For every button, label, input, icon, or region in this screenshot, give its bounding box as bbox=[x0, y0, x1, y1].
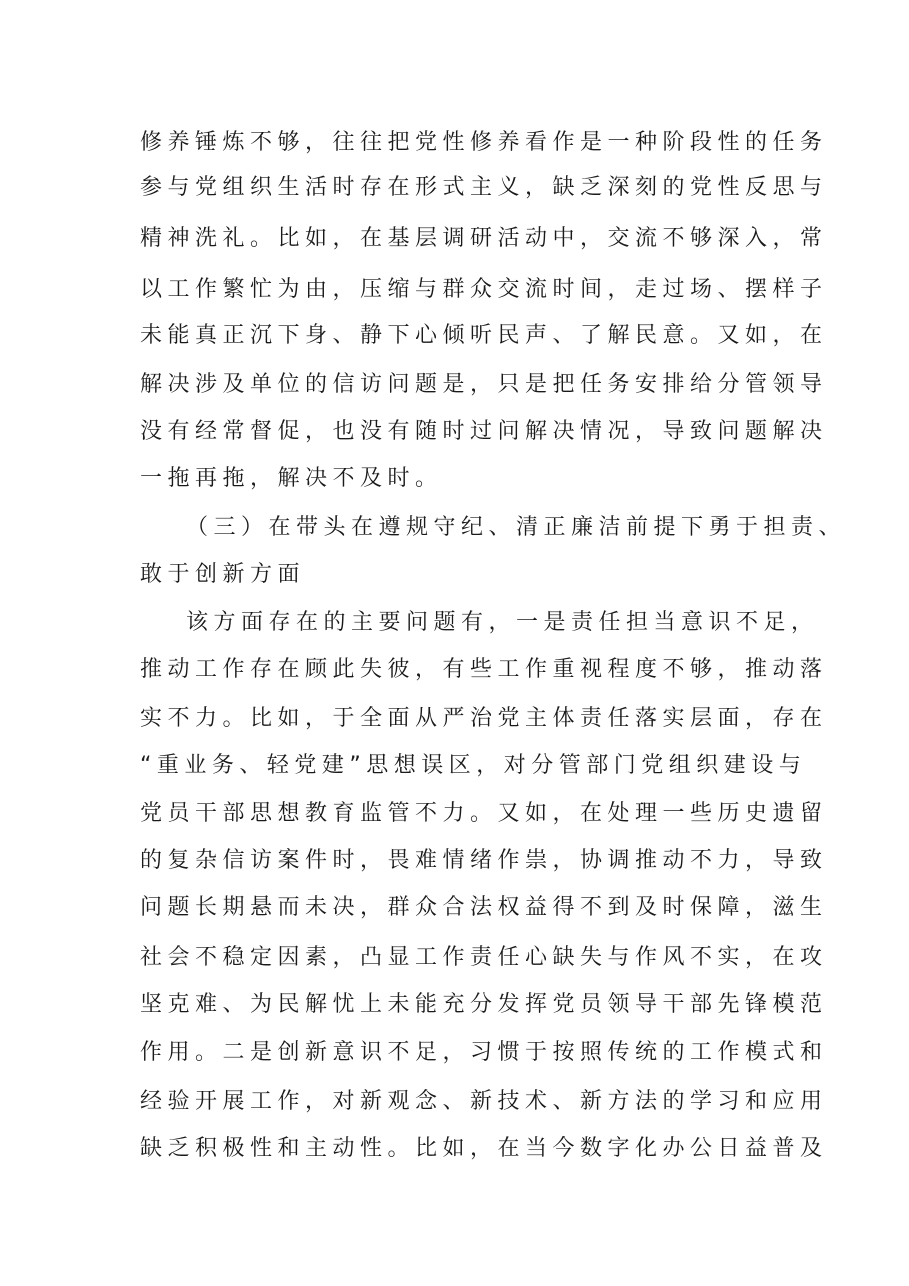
text-line: 一拖再拖，解决不及时。 bbox=[140, 466, 443, 491]
text-line: 实不力。比如，于全面从严治党主体责任落实层面，存在 bbox=[140, 706, 828, 731]
text-line: 修养锤炼不够，往往把党性修养看作是一种阶段性的任务 bbox=[140, 130, 828, 155]
text-line: 以工作繁忙为由，压缩与群众交流时间，走过场、摆样子 bbox=[140, 277, 828, 302]
text-line: 解决涉及单位的信访问题是，只是把任务安排给分管领导 bbox=[140, 372, 828, 397]
text-line: 参与党组织生活时存在形式主义，缺乏深刻的党性反思与 bbox=[140, 175, 828, 200]
text-line: 社会不稳定因素，凸显工作责任心缺失与作风不实，在攻 bbox=[140, 945, 828, 970]
text-line: 没有经常督促，也没有随时过问解决情况，导致问题解决 bbox=[140, 419, 828, 444]
section-heading: （三）在带头在遵规守纪、清正廉洁前提下勇于担责、 bbox=[186, 515, 847, 540]
text-line: 推动工作存在顾此失彼，有些工作重视程度不够，推动落 bbox=[140, 657, 828, 682]
text-line: “重业务、轻党建”思想误区，对分管部门党组织建设与 bbox=[140, 753, 807, 778]
text-line: 坚克难、为民解忧上未能充分发挥党员领导干部先锋模范 bbox=[140, 992, 828, 1017]
text-line: 缺乏积极性和主动性。比如，在当今数字化办公日益普及 bbox=[140, 1136, 828, 1161]
text-line: 未能真正沉下身、静下心倾听民声、了解民意。又如，在 bbox=[140, 323, 828, 348]
text-line: 党员干部思想教育监管不力。又如，在处理一些历史遗留 bbox=[140, 801, 828, 826]
text-line: 问题长期悬而未决，群众合法权益得不到及时保障，滋生 bbox=[140, 895, 828, 920]
text-line: 的复杂信访案件时，畏难情绪作祟，协调推动不力，导致 bbox=[140, 848, 828, 873]
paragraph-first-line: 该方面存在的主要问题有，一是责任担当意识不足， bbox=[186, 610, 819, 635]
text-line: 作用。二是创新意识不足，习惯于按照传统的工作模式和 bbox=[140, 1040, 828, 1065]
section-heading-continued: 敢于创新方面 bbox=[140, 562, 306, 587]
text-line: 经验开展工作，对新观念、新技术、新方法的学习和应用 bbox=[140, 1089, 828, 1114]
text-line: 精神洗礼。比如，在基层调研活动中，交流不够深入，常 bbox=[140, 226, 828, 251]
